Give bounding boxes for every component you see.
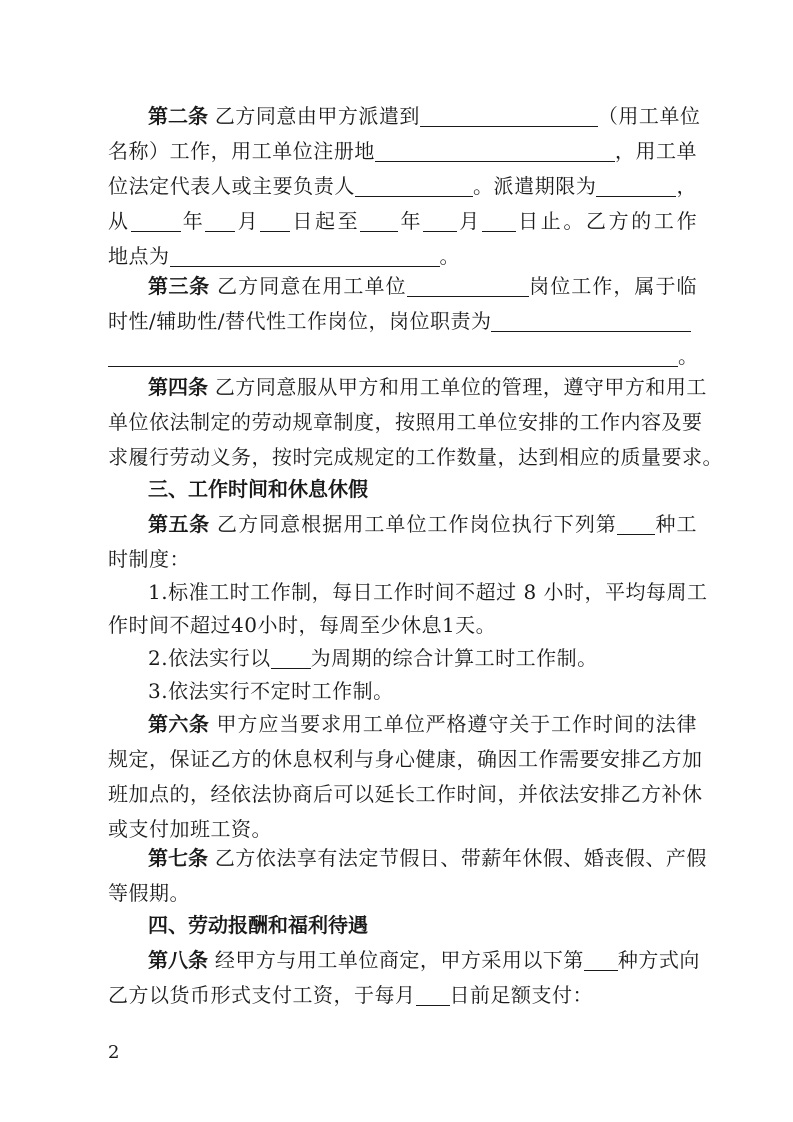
start-year-blank[interactable]	[131, 209, 181, 232]
cycle-period-blank[interactable]	[271, 646, 311, 669]
pay-day-blank[interactable]	[416, 983, 450, 1006]
hours-system-blank[interactable]	[617, 512, 655, 535]
article-6-label: 第六条	[148, 712, 210, 736]
end-day-blank[interactable]	[482, 209, 516, 232]
article-6-line-1: 第六条 甲方应当要求用工单位严格遵守关于工作时间的法律	[148, 712, 698, 736]
article-6-line-4: 或支付加班工资。	[108, 817, 272, 841]
hours-option-3: 3.依法实行不定时工作制。	[148, 679, 394, 703]
position-blank[interactable]	[407, 274, 529, 297]
payment-method-blank[interactable]	[584, 948, 618, 971]
article-5-line-2: 时制度：	[108, 547, 190, 571]
article-4-line-1: 第四条 乙方同意服从甲方和用工单位的管理，遵守甲方和用工	[148, 375, 707, 399]
article-3-line-3: 。	[108, 339, 697, 373]
article-8-line-2: 乙方以货币形式支付工资，于每月 日前足额支付：	[108, 983, 593, 1007]
hours-option-2: 2.依法实行以 为周期的综合计算工时工作制。	[148, 646, 598, 670]
article-2-line-4: 从 年 月 日起至 年 月 日止。乙方的工作	[108, 209, 698, 233]
article-7-line-1: 第七条 乙方依法享有法定节假日、带薪年休假、婚丧假、产假	[148, 846, 707, 870]
article-2-line-2: 名称）工作，用工单位注册地 ，用工单	[108, 139, 698, 163]
registered-address-blank[interactable]	[375, 139, 615, 162]
duties-blank-2[interactable]	[108, 344, 678, 367]
article-6-line-3: 班加点的，经依法协商后可以延长工作时间，并依法安排乙方补休	[108, 782, 703, 806]
work-location-blank[interactable]	[170, 244, 440, 267]
start-month-blank[interactable]	[205, 209, 235, 232]
article-8-label: 第八条	[148, 948, 208, 972]
article-3-line-2: 时性/辅助性/替代性工作岗位，岗位职责为	[108, 304, 697, 338]
start-day-blank[interactable]	[260, 209, 290, 232]
article-2-label: 第二条	[148, 104, 208, 128]
article-4-line-2: 单位依法制定的劳动规章制度，按照用工单位安排的工作内容及要	[108, 410, 703, 434]
article-6-line-2: 规定，保证乙方的休息权利与身心健康，确因工作需要安排乙方加	[108, 747, 703, 771]
article-2-line-3: 位法定代表人或主要负责人 。派遣期限为 ，	[108, 174, 698, 198]
hours-option-1-line-2: 作时间不超过40小时，每周至少休息1天。	[108, 613, 497, 637]
article-3-line-1: 第三条 乙方同意在用工单位 岗位工作，属于临	[148, 274, 698, 298]
section-4-heading: 四、劳动报酬和福利待遇	[148, 913, 368, 937]
end-year-blank[interactable]	[360, 209, 398, 232]
section-3-heading: 三、工作时间和休息休假	[148, 477, 368, 501]
page-number: 2	[108, 1042, 120, 1063]
article-7-label: 第七条	[148, 846, 208, 870]
article-4-line-3: 求履行劳动义务，按时完成规定的工作数量，达到相应的质量要求。	[108, 445, 723, 469]
article-5-line-1: 第五条 乙方同意根据用工单位工作岗位执行下列第 种工	[148, 512, 698, 536]
article-7-line-2: 等假期。	[108, 881, 190, 905]
end-month-blank[interactable]	[423, 209, 457, 232]
hours-option-1-line-1: 1.标准工时工作制，每日工作时间不超过 8 小时，平均每周工	[148, 580, 708, 604]
article-4-label: 第四条	[148, 375, 208, 399]
duties-blank-1[interactable]	[491, 309, 691, 332]
employer-unit-blank[interactable]	[420, 104, 598, 127]
legal-representative-blank[interactable]	[355, 174, 473, 197]
article-2-line-5: 地点为 。	[108, 244, 460, 268]
article-2-line-1: 第二条 乙方同意由甲方派遣到 （用工单位	[148, 104, 701, 128]
article-5-label: 第五条	[148, 512, 210, 536]
article-8-line-1: 第八条 经甲方与用工单位商定，甲方采用以下第 种方式向	[148, 948, 700, 972]
article-3-label: 第三条	[148, 274, 210, 298]
dispatch-period-blank[interactable]	[596, 174, 676, 197]
